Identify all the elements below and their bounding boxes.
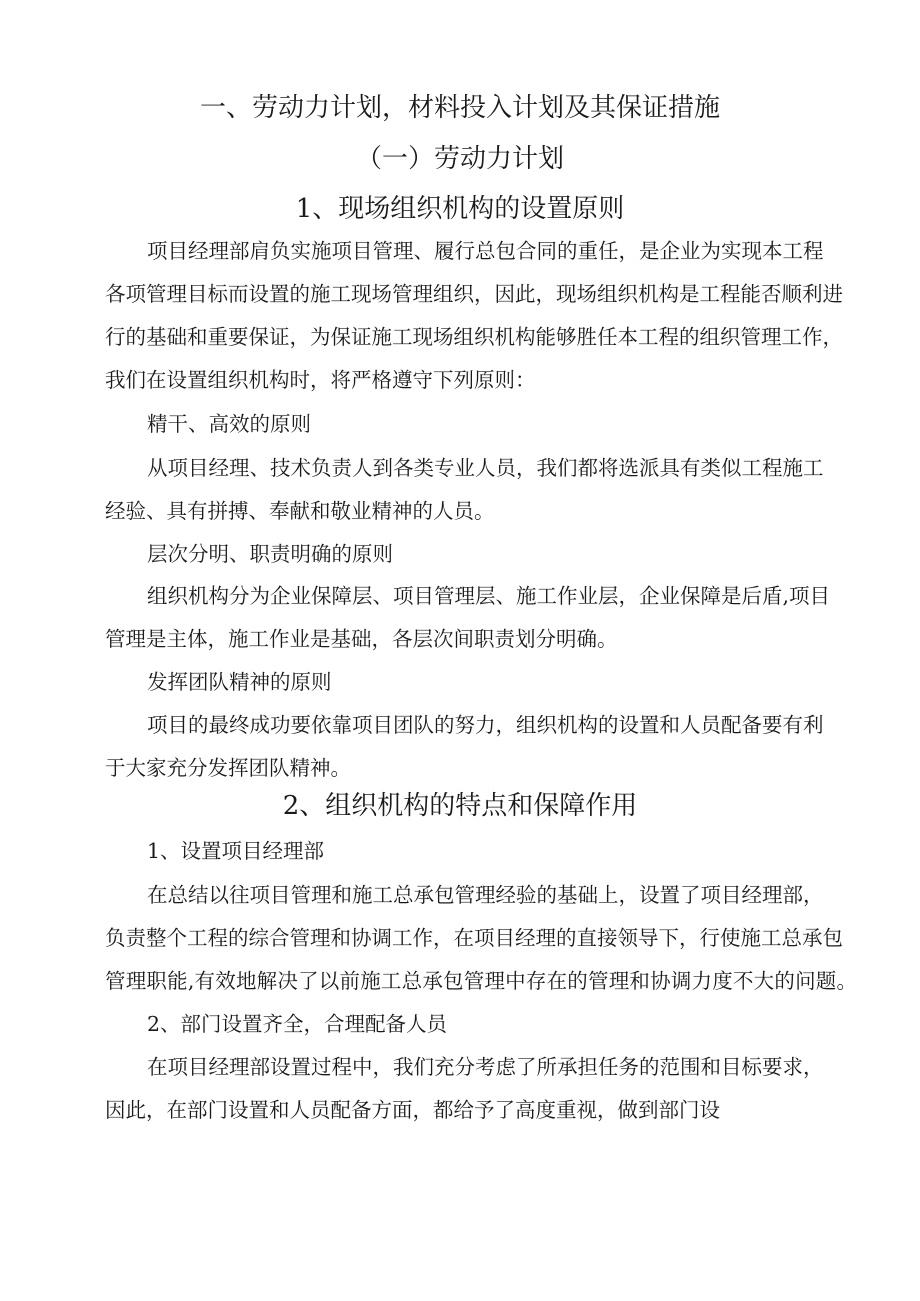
subtitle-labor-plan: （一）劳动力计划 bbox=[355, 144, 564, 174]
paragraph-line: 于大家充分发挥团队精神。 bbox=[105, 756, 351, 780]
paragraph-line: 在总结以往项目管理和施工总承包管理经验的基础上，设置了项目经理部， bbox=[147, 883, 824, 907]
paragraph-line: 负责整个工程的综合管理和协调工作，在项目经理的直接领导下，行使施工总承包 bbox=[105, 926, 843, 950]
paragraph-line: 我们在设置组织机构时，将严格遵守下列原则： bbox=[105, 368, 536, 392]
paragraph-line: 组织机构分为企业保障层、项目管理层、施工作业层，企业保障是后盾,项目 bbox=[147, 584, 831, 608]
principle-heading: 层次分明、职责明确的原则 bbox=[147, 542, 393, 566]
item-heading: 2、部门设置齐全，合理配备人员 bbox=[147, 1012, 448, 1036]
paragraph-line: 管理职能,有效地解决了以前施工总承包管理中存在的管理和协调力度不大的问题。 bbox=[105, 969, 857, 993]
section-1-heading: 1、现场组织机构的设置原则 bbox=[295, 194, 625, 224]
paragraph-line: 行的基础和重要保证，为保证施工现场组织机构能够胜任本工程的组织管理工作， bbox=[105, 325, 843, 349]
paragraph-line: 项目经理部肩负实施项目管理、履行总包合同的重任，是企业为实现本工程 bbox=[147, 239, 824, 263]
principle-heading: 精干、高效的原则 bbox=[147, 412, 311, 436]
paragraph-line: 从项目经理、技术负责人到各类专业人员，我们都将选派具有类似工程施工 bbox=[147, 456, 824, 480]
paragraph-line: 在项目经理部设置过程中，我们充分考虑了所承担任务的范围和目标要求， bbox=[147, 1055, 824, 1079]
paragraph-line: 因此，在部门设置和人员配备方面，都给予了高度重视，做到部门设 bbox=[105, 1098, 720, 1122]
principle-heading: 发挥团队精神的原则 bbox=[147, 670, 332, 694]
paragraph-line: 管理是主体，施工作业是基础，各层次间职责划分明确。 bbox=[105, 627, 618, 651]
paragraph-line: 经验、具有拼搏、奉献和敬业精神的人员。 bbox=[105, 499, 495, 523]
paragraph-line: 项目的最终成功要依靠项目团队的努力，组织机构的设置和人员配备要有利 bbox=[147, 713, 824, 737]
paragraph-line: 各项管理目标而设置的施工现场管理组织，因此，现场组织机构是工程能否顺利进 bbox=[105, 282, 843, 306]
item-heading: 1、设置项目经理部 bbox=[147, 839, 325, 863]
section-2-heading: 2、组织机构的特点和保障作用 bbox=[282, 791, 638, 821]
document-title: 一、劳动力计划，材料投入计划及其保证措施 bbox=[199, 93, 720, 123]
